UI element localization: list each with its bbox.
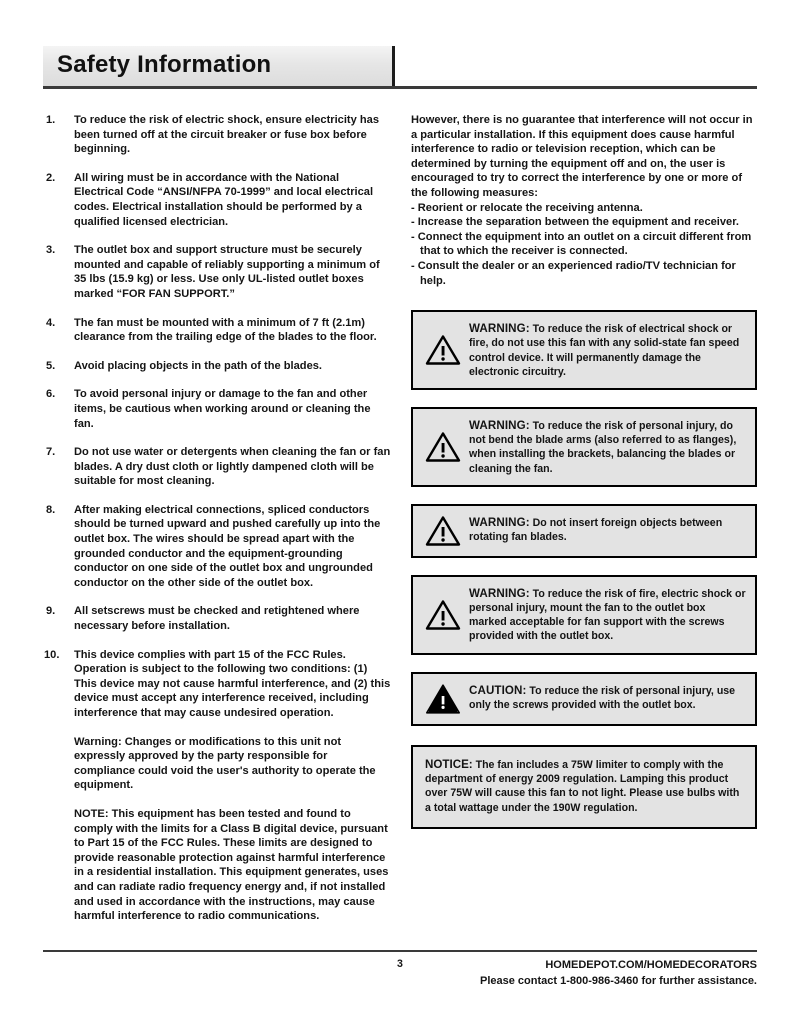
measure-line: - Reorient or relocate the receiving antenna. [411, 201, 643, 214]
list-item [46, 387, 391, 431]
alert-lead: WARNING: [469, 322, 530, 336]
measure-line: - Connect the equipment into an outlet on a circuit different from [411, 230, 752, 243]
list-item-text: All setscrews must be checked and retightened where necessary before installation. [74, 605, 360, 633]
right-column [411, 113, 757, 829]
warning-text [469, 418, 746, 476]
measure-line: - Increase the separation between the equipment and receiver. [411, 216, 739, 229]
list-item-number: 6. [46, 388, 56, 401]
alert-body: Do not insert foreign objects between rotating fan blades. [469, 516, 723, 543]
alert-body: To reduce the risk of personal injury, use only the screws provided with the outlet box. [469, 684, 736, 711]
measure-line: - Consult the dealer or an experienced radio/TV technician for [411, 259, 736, 272]
list-item-number: 8. [46, 503, 56, 516]
list-item-text: To avoid personal injury or damage to the fan and other items, be cautious when working around or cleaning the fan. [74, 388, 371, 430]
measure-line-continuation: that to which the receiver is connected. [420, 245, 628, 258]
caution-box [411, 672, 757, 726]
list-item [46, 503, 391, 591]
alert-lead: WARNING: [469, 586, 530, 600]
footer-website: HOMEDEPOT.COM/HOMEDECORATORS [545, 959, 757, 971]
list-item [46, 604, 391, 633]
footer-contact-block [480, 957, 757, 989]
warning-box [411, 504, 757, 558]
page-title-band [43, 46, 395, 86]
warning-box [411, 310, 757, 390]
warning-triangle-icon [421, 515, 469, 547]
list-item [46, 113, 391, 157]
notice-body: The fan includes a 75W limiter to comply with the department of energy 2009 regulation. Lamping this product over 75W will cause this fan to not light. Please use bulbs with a total wattage under the 190W regulation. [425, 758, 740, 814]
notice-lead: NOTICE: [425, 757, 473, 771]
notice-box [411, 745, 757, 830]
warning-text [469, 515, 746, 544]
alert-body: To reduce the risk of fire, electric shock or personal injury, mount the fan to the outlet box marked acceptable for fan support with the screws provided with the outlet box. [469, 587, 746, 643]
list-item-number: 4. [46, 316, 56, 329]
list-item-number: 2. [46, 171, 56, 184]
page-title: Safety Information [57, 51, 272, 78]
caution-text [469, 683, 746, 712]
alert-body: To reduce the risk of electrical shock or fire, do not use this fan with any solid-state fan speed control device. It will permanently damage the electronic circuitry. [469, 323, 740, 378]
list-item-number: 1. [46, 114, 56, 126]
list-item-text: Do not use water or detergents when cleaning the fan or fan blades. A dry dust cloth or lightly dampened cloth will be suitable for most cleaning. [74, 446, 391, 488]
alert-lead: CAUTION: [469, 683, 527, 697]
list-item-number: 9. [46, 605, 56, 618]
warning-triangle-icon [421, 599, 469, 631]
list-item-number: 3. [46, 244, 56, 257]
measure-line-continuation: help. [420, 274, 446, 287]
footer-divider [43, 950, 757, 952]
list-item-text: All wiring must be in accordance with the National Electrical Code “ANSI/NFPA 70-1999” and local electrical codes. Electrical installation should be performed by a qualified licensed electrician. [74, 171, 374, 228]
warning-text [469, 586, 746, 644]
alert-lead: WARNING: [469, 515, 530, 529]
caution-triangle-icon [421, 683, 469, 715]
list-item-number: 10. [44, 648, 60, 661]
page-header [43, 46, 757, 90]
warning-triangle-icon [421, 431, 469, 463]
header-divider [43, 86, 757, 89]
list-item-number: 7. [46, 446, 56, 459]
left-column [46, 113, 391, 938]
list-item-text: Avoid placing objects in the path of the blades. [74, 359, 322, 372]
footer-phone: Please contact 1-800-986-3460 for further assistance. [480, 975, 757, 987]
list-item [46, 445, 391, 489]
list-item [46, 648, 391, 721]
warning-triangle-icon [421, 334, 469, 366]
list-item-number: 5. [46, 359, 56, 372]
alert-body: To reduce the risk of personal injury, do not bend the blade arms (also referred to as flanges), when installing the brackets, balancing the blades or cleaning the fan. [469, 419, 737, 475]
list-item [46, 171, 391, 229]
list-item-text: To reduce the risk of electric shock, ensure electricity has been turned off at the circuit breaker or fuse box before beginning. [74, 114, 379, 156]
alert-lead: WARNING: [469, 418, 530, 432]
list-item [46, 359, 391, 374]
fcc-interference-paragraph: However, there is no guarantee that interference will not occur in a particular installation. If this equipment does cause harmful interference to radio or television reception, which can be determined by turning the equipment off and on, the user is encouraged to try to correct the interference by one or more of the following measures: [411, 114, 753, 199]
warning-box [411, 575, 757, 655]
warning-box [411, 407, 757, 487]
list-item-text: The fan must be mounted with a minimum of 7 ft (2.1m) clearance from the trailing edge of the blades to the floor. [74, 316, 377, 344]
list-item-text: After making electrical connections, spliced conductors should be turned upward and pushed carefully up into the outlet box. The wires should be spread apart with the grounded conductor and the equipment-grounding conductor on one side of the outlet box and ungrounded conductor on the other side of the outlet box. [74, 503, 381, 589]
list-item-text: This device complies with part 15 of the FCC Rules. Operation is subject to the following two conditions: (1) This device may not cause harmful interference, and (2) this device must accept any interference received, including interference that may cause undesired operation. [74, 648, 391, 719]
notice-text [425, 758, 743, 816]
page-number: 3 [397, 958, 403, 970]
fcc-note-paragraph: NOTE: This equipment has been tested and found to comply with the limits for a Class B digital device, pursuant to Part 15 of the FCC Rules. These limits are designed to provide reasonable protection against harmful interference in a residential installation. This equipment generates, uses and can radiate radio frequency energy and, if not installed and used in accordance with the instructions, may cause harmful interference to radio communications. [74, 807, 389, 923]
list-item [46, 316, 391, 345]
list-item [46, 243, 391, 301]
list-item-text: The outlet box and support structure must be securely mounted and capable of reliably supporting a minimum of 35 lbs (15.9 kg) or less. Use only UL-listed outlet boxes marked “FOR FAN SUPPORT.” [74, 244, 380, 300]
fcc-warning-paragraph: Warning: Changes or modifications to this unit not expressly approved by the party responsible for compliance could void the user's authority to operate the equipment. [74, 735, 376, 792]
warning-text [469, 321, 746, 379]
